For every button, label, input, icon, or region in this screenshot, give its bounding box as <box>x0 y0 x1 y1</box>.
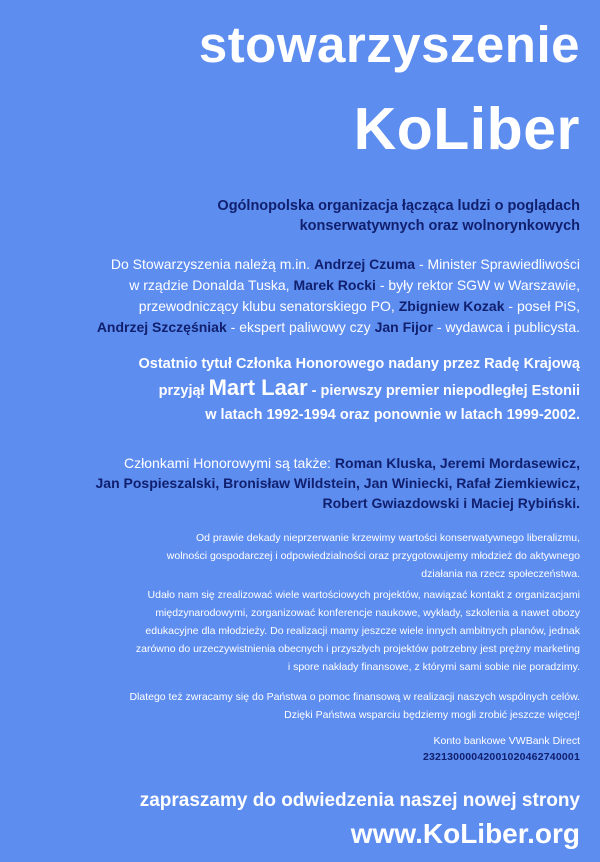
honor-line-3: w latach 1992-1994 oraz ponownie w latach 1999-2002. <box>205 407 580 423</box>
website-url: www.KoLiber.org <box>350 818 580 849</box>
members-line-2 <box>10 275 580 296</box>
tagline-line-1: Ogólnopolska organizacja łącząca ludzi o poglądach <box>217 198 580 214</box>
members-text: - Minister Sprawiedliwości <box>415 256 580 272</box>
paragraph-line: Udało nam się zrealizować wiele wartościowych projektów, nawiązać kontakt z organizacjami <box>147 589 580 601</box>
members-text: - wydawca i publicysta. <box>432 319 580 335</box>
members-line-3 <box>10 296 580 317</box>
member-name: Zbigniew Kozak <box>398 298 505 314</box>
title-line-2: KoLiber <box>353 96 580 162</box>
honor-text: przyjął <box>158 383 209 399</box>
members-line-1 <box>10 254 580 275</box>
honor-line-2 <box>10 376 580 403</box>
honorary-names: Roman Kluska, Jeremi Mordasewicz, <box>334 455 580 471</box>
tagline <box>20 196 580 236</box>
members-text: - były rektor SGW w Warszawie, <box>375 277 580 293</box>
tagline-line-2: konserwatywnych oraz wolnorynkowych <box>299 218 580 234</box>
paragraph-line: Dzięki Państwa wsparciu będziemy mogli zrobić jeszcze więcej! <box>284 709 580 721</box>
honorary-names: Jan Pospieszalski, Bronisław Wildstein, Jan Winiecki, Rafał Ziemkiewicz, <box>95 475 580 491</box>
honorary-names: Robert Gwiazdowski i Maciej Rybiński. <box>322 495 580 511</box>
title-line-1: stowarzyszenie <box>198 16 580 73</box>
member-name: Marek Rocki <box>293 277 376 293</box>
honor-line-1: Ostatnio tytuł Członka Honorowego nadany przez Radę Krajową <box>138 356 580 372</box>
member-name: Andrzej Czuma <box>313 256 416 272</box>
honorary-line-1 <box>0 453 580 473</box>
bank-account <box>423 733 580 765</box>
mission-paragraph <box>5 529 580 583</box>
member-name: Jan Fijor <box>374 319 433 335</box>
paragraph-line: i spore nakłady finansowe, z którymi sami sobie nie poradzimy. <box>287 661 580 673</box>
honorary-line-2 <box>0 473 580 493</box>
honorary-members-paragraph <box>0 453 580 513</box>
member-name: Andrzej Szczęśniak <box>96 319 227 335</box>
honorary-line-3 <box>0 493 580 513</box>
honor-text: - pierwszy premier niepodległej Estonii <box>307 383 580 399</box>
paragraph-line: Od prawie dekady nieprzerwanie krzewimy wartości konserwatywnego liberalizmu, <box>196 532 580 544</box>
members-text: - poseł PiS, <box>504 298 580 314</box>
achievements-paragraph <box>5 586 580 676</box>
paragraph-line: międzynarodowymi, zorganizować konferencje naukowe, wykłady, szkolenia a nawet obozy <box>155 607 580 619</box>
paragraph-line: Dlatego też zwracamy się do Państwa o pomoc finansową w realizacji naszych wspólnych celów. <box>129 691 580 703</box>
honor-name: Mart Laar <box>208 375 308 400</box>
members-text: - ekspert paliwowy czy <box>226 319 375 335</box>
invite-text: zapraszamy do odwiedzenia naszej nowej strony <box>139 790 580 811</box>
bank-account-number: 23213000042001020462740001 <box>422 751 580 763</box>
honor-paragraph <box>10 352 580 427</box>
members-line-4 <box>10 317 580 338</box>
paragraph-line: zarówno do urzeczywistnienia obecnych i przyszłych projektów potrzebny jest prężny marketing <box>135 643 580 655</box>
members-paragraph <box>10 254 580 338</box>
honorary-text: Członkami Honorowymi są także: <box>124 455 335 471</box>
paragraph-line: wolności gospodarczej i odpowiedzialności oraz przygotowujemy młodzież do aktywnego <box>166 550 580 562</box>
paragraph-line: edukacyjne dla młodzieży. Do realizacji mamy jeszcze wiele innych ambitnych planów, jednak <box>145 625 580 637</box>
paragraph-line: działania na rzecz społeczeństwa. <box>421 568 580 580</box>
members-text: w rządzie Donalda Tuska, <box>129 277 294 293</box>
members-text: przewodniczący klubu senatorskiego PO, <box>138 298 399 314</box>
appeal-paragraph <box>5 688 580 724</box>
members-text: Do Stowarzyszenia należą m.in. <box>110 256 314 272</box>
bank-label: Konto bankowe VWBank Direct <box>433 735 580 747</box>
